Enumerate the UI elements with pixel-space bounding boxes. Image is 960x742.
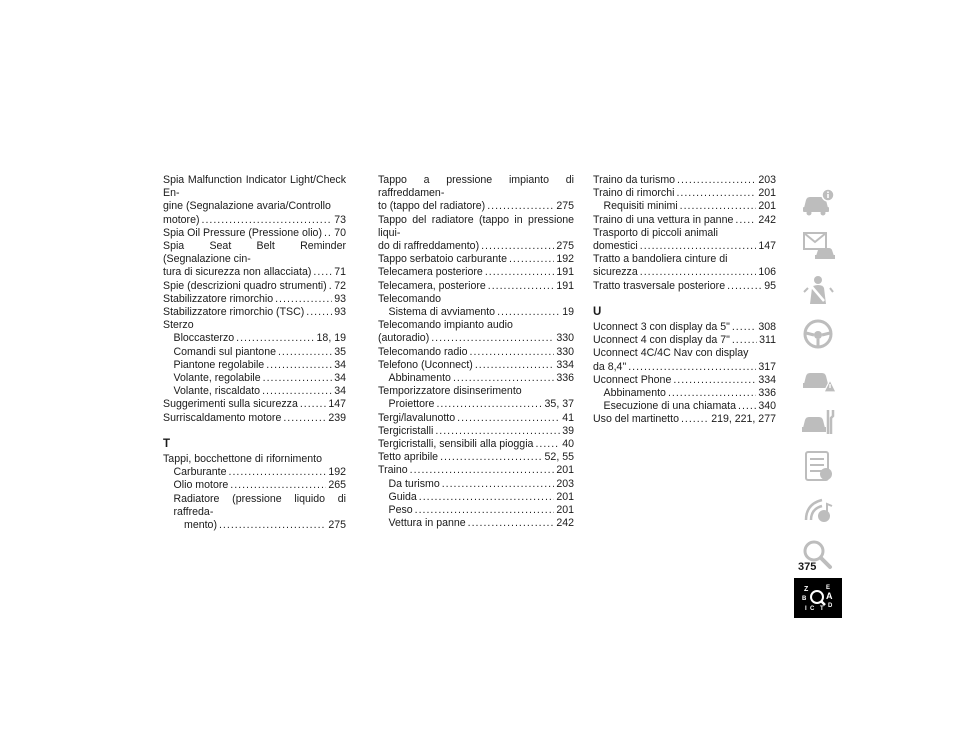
index-entry-page[interactable]: 34: [334, 385, 346, 398]
index-entry-page[interactable]: 201: [758, 200, 776, 213]
index-entry-page[interactable]: 191: [556, 266, 574, 279]
index-column-1: [163, 174, 346, 532]
index-entry-page[interactable]: 52, 55: [544, 451, 574, 464]
tab-checklist[interactable]: [794, 446, 842, 486]
index-entry-page[interactable]: 219, 221, 277: [711, 413, 776, 426]
dot-leader: [263, 372, 333, 385]
index-entry-page[interactable]: 18, 19: [316, 332, 346, 345]
index-entry-text: Uconnect 3 con display da 5": [593, 321, 730, 334]
dot-leader: [487, 200, 554, 213]
index-entry-page[interactable]: 317: [758, 360, 776, 373]
index-letter-t: T: [820, 606, 824, 612]
index-entry-text: Traino da turismo: [593, 174, 676, 186]
dot-leader: [410, 464, 555, 477]
index-entry: [163, 519, 346, 532]
index-entry-text: Uso del martinetto: [593, 413, 679, 426]
dot-leader: [677, 174, 756, 187]
index-entry-page[interactable]: 35: [334, 345, 346, 358]
dot-leader: [668, 387, 756, 400]
dot-leader: [262, 385, 332, 398]
dot-leader: [300, 398, 326, 411]
index-entry-text: Piantone regolabile: [173, 358, 265, 371]
dot-leader: [457, 412, 560, 425]
dot-leader: [475, 359, 555, 372]
index-entry-text: Tergicristalli: [378, 424, 434, 437]
index-entry-text: Tappo serbatoio carburante: [378, 253, 507, 266]
index-entry-page[interactable]: 93: [334, 306, 346, 319]
dot-leader: [415, 504, 555, 517]
car-tools-icon: [800, 406, 836, 438]
index-entry-line: Tappo del radiatore (tappo in pressione liqui-: [378, 213, 574, 239]
dot-leader: [727, 280, 762, 293]
index-entry-page[interactable]: 239: [328, 411, 346, 424]
index-entry: [378, 200, 574, 213]
index-entry: [163, 214, 346, 227]
index-letter-b: B: [802, 596, 807, 602]
index-entry-page[interactable]: 95: [764, 279, 776, 292]
dot-leader: [230, 479, 326, 492]
dot-leader: [313, 266, 332, 279]
dot-leader: [306, 306, 332, 319]
index-entry-page[interactable]: 34: [334, 372, 346, 385]
index-entry-page[interactable]: 192: [556, 253, 574, 266]
index-entry-text: Telefono (Uconnect): [378, 358, 473, 371]
index-entry: [593, 280, 776, 293]
tab-steering[interactable]: [794, 314, 842, 354]
dot-leader: [453, 372, 554, 385]
index-entry-text: do di raffreddamento): [378, 240, 480, 253]
mail-car-icon: [800, 230, 836, 262]
index-entry-page[interactable]: 275: [556, 240, 574, 253]
dot-leader: [329, 280, 333, 293]
index-entry: [378, 464, 574, 477]
dot-leader: [470, 346, 555, 359]
index-entry: [163, 398, 346, 411]
index-entry-text: Telecamera posteriore: [378, 266, 483, 279]
dot-leader: [681, 413, 709, 426]
index-entry-line: Trasporto di piccoli animali: [593, 226, 719, 239]
index-section-letter: U: [593, 305, 602, 318]
index-entry-text: Bloccasterzo: [173, 332, 235, 345]
index-entry: [378, 504, 574, 517]
dot-leader: [509, 253, 554, 266]
dot-leader: [419, 491, 555, 504]
index-entry-text: Proiettore: [388, 398, 435, 411]
index-entry-text: mento): [184, 519, 217, 532]
index-entry-line: Telecomando: [378, 292, 442, 305]
index-entry-text: Abbinamento: [603, 387, 666, 400]
index-entry-text: Stabilizzatore rimorchio: [163, 292, 274, 305]
index-entry-text: Guida: [388, 490, 417, 503]
index-entry: [163, 280, 346, 293]
index-entry-line: Telecomando impianto audio: [378, 319, 513, 332]
index-entry-page[interactable]: 39: [562, 424, 574, 437]
dot-leader: [435, 425, 560, 438]
index-entry: [593, 240, 776, 253]
index-entry-page[interactable]: 71: [334, 266, 346, 279]
index-entry-text: Abbinamento: [388, 372, 451, 385]
index-entry-line: gine (Segnalazione avaria/Controllo: [163, 200, 331, 213]
index-entry: [593, 321, 776, 334]
dot-leader: [680, 200, 757, 213]
index-entry: [163, 372, 346, 385]
index-entry-page[interactable]: 201: [556, 490, 574, 503]
tab-car-warning[interactable]: [794, 358, 842, 398]
index-entry: [378, 266, 574, 279]
tab-car-info[interactable]: [794, 182, 842, 222]
index-column-2: [378, 174, 574, 530]
index-entry-text: Traino di rimorchi: [593, 187, 675, 200]
dot-leader: [676, 187, 756, 200]
index-entry-text: sicurezza: [593, 266, 638, 279]
index-entry-page[interactable]: 334: [556, 358, 574, 371]
dot-leader: [468, 517, 555, 530]
index-entry: [378, 306, 574, 319]
index-entry-page[interactable]: 147: [328, 398, 346, 411]
tab-multimedia[interactable]: [794, 490, 842, 530]
index-entry-page[interactable]: 40: [562, 438, 574, 451]
index-entry: [378, 280, 574, 293]
index-entry: [378, 412, 574, 425]
dot-leader: [275, 293, 332, 306]
steering-wheel-icon: [800, 318, 836, 350]
index-entry-text: Carburante: [173, 466, 227, 479]
index-entry: [593, 200, 776, 213]
index-entry-text: Uconnect 4 con display da 7": [593, 334, 730, 347]
index-section-letter: T: [163, 437, 171, 450]
index-entry-page[interactable]: 93: [334, 292, 346, 305]
index-entry-page[interactable]: 336: [556, 372, 574, 385]
index-entry-page[interactable]: 106: [758, 266, 776, 279]
dot-leader: [497, 306, 560, 319]
index-entry-page[interactable]: 201: [758, 187, 776, 200]
index-entry-line: Uconnect 4C/4C Nav con display: [593, 347, 749, 360]
index-entry-text: Peso: [388, 504, 413, 517]
tab-index[interactable]: [794, 578, 842, 618]
dot-leader: [640, 266, 757, 279]
index-entry-line: Sterzo: [163, 319, 194, 332]
index-entry-line: Radiatore (pressione liquido di raffreda-: [173, 492, 346, 518]
index-entry: [378, 517, 574, 530]
index-entry: [378, 425, 574, 438]
dot-leader: [236, 332, 314, 345]
index-entry: [163, 412, 346, 425]
index-entry: [163, 479, 346, 492]
index-entry-text: Suggerimenti sulla sicurezza: [163, 398, 298, 411]
index-entry: [378, 491, 574, 504]
index-entry-page[interactable]: 70: [334, 226, 346, 239]
index-letter-i: I: [805, 606, 807, 612]
index-entry-page[interactable]: 340: [758, 400, 776, 413]
index-entry: [593, 400, 776, 413]
index-entry-text: Sistema di avviamento: [388, 306, 496, 319]
index-entry-page[interactable]: 147: [758, 240, 776, 253]
index-entry: [163, 466, 346, 479]
index-entry-text: Comandi sul piantone: [173, 345, 276, 358]
car-warning-icon: [800, 362, 836, 394]
index-entry-line: Spia Seat Belt Reminder (Segnalazione cin-: [163, 240, 346, 266]
index-entry-text: Da turismo: [388, 477, 440, 490]
index-entry-page[interactable]: 34: [334, 358, 346, 371]
index-entry-text: Traino: [378, 464, 408, 477]
index-entry-text: to (tappo del radiatore): [378, 200, 486, 213]
page-number: 375: [798, 561, 817, 573]
tab-seatbelt[interactable]: [794, 270, 842, 310]
index-entry-text: Spie (descrizioni quadro strumenti): [163, 279, 327, 292]
index-entry-page[interactable]: 242: [556, 517, 574, 530]
dot-leader: [436, 398, 542, 411]
dot-leader: [481, 240, 554, 253]
index-entry: [378, 253, 574, 266]
index-entry-text: Surriscaldamento motore: [163, 411, 282, 424]
index-entry-text: motore): [163, 213, 200, 226]
dot-leader: [732, 321, 756, 334]
index-entry: [378, 451, 574, 464]
index-entry-text: Telecomando radio: [378, 345, 468, 358]
index-entry-page[interactable]: 275: [328, 519, 346, 532]
index-entry-line: Tappi, bocchettone di rifornimento: [163, 453, 322, 466]
index-letter-c: C: [810, 606, 815, 612]
index-entry-text: Tratto trasversale posteriore: [593, 279, 726, 292]
index-entry-page[interactable]: 308: [758, 321, 776, 334]
dot-leader: [673, 374, 756, 387]
index-entry-text: Tetto apribile: [378, 451, 439, 464]
index-entry: [378, 398, 574, 411]
dot-leader: [202, 214, 333, 227]
dot-leader: [535, 438, 560, 451]
dot-leader: [442, 478, 555, 491]
index-entry-text: Volante, riscaldato: [173, 385, 261, 398]
index-letter-z: Z: [804, 586, 809, 593]
dot-leader: [431, 332, 554, 345]
dot-leader: [485, 266, 555, 279]
index-entry: [378, 372, 574, 385]
index-entry: [593, 361, 776, 374]
car-info-icon: [800, 186, 836, 218]
index-entry-text: da 8,4": [593, 360, 627, 373]
index-entry: [593, 174, 776, 187]
index-entry: [378, 346, 574, 359]
index-entry: [593, 214, 776, 227]
dot-leader: [640, 240, 757, 253]
index-entry: [163, 346, 346, 359]
index-entry-text: Tergi/lavalunotto: [378, 411, 456, 424]
index-entry-text: Telecamera, posteriore: [378, 279, 486, 292]
index-letter-e: E: [826, 585, 831, 591]
index-entry-page[interactable]: 201: [556, 504, 574, 517]
index-entry: [593, 374, 776, 387]
index-entry: [378, 359, 574, 372]
index-entry-page[interactable]: 201: [556, 464, 574, 477]
index-entry-page[interactable]: 41: [562, 411, 574, 424]
index-entry-text: Uconnect Phone: [593, 373, 672, 386]
dot-leader: [735, 214, 756, 227]
index-letter-a: A: [826, 591, 833, 601]
index-entry: [593, 266, 776, 279]
index-entry: [163, 227, 346, 240]
index-entry: [163, 293, 346, 306]
dot-leader: [266, 359, 332, 372]
index-az-icon: [800, 582, 836, 614]
index-entry-page[interactable]: 336: [758, 387, 776, 400]
index-entry-text: Volante, regolabile: [173, 372, 261, 385]
chapter-sidebar: [794, 182, 842, 622]
index-entry-page[interactable]: 242: [758, 213, 776, 226]
index-entry-page[interactable]: 275: [556, 200, 574, 213]
tab-mail-car[interactable]: [794, 226, 842, 266]
index-entry-line: Tappo a pressione impianto di raffreddamen-: [378, 174, 574, 200]
seatbelt-person-icon: [800, 274, 836, 306]
index-entry-text: (autoradio): [378, 332, 430, 345]
index-entry: [378, 240, 574, 253]
index-entry-line: Tratto a bandoliera cinture di: [593, 253, 728, 266]
music-satellite-icon: [800, 494, 836, 526]
index-entry-page[interactable]: 311: [759, 334, 776, 347]
index-entry-page[interactable]: 330: [556, 332, 574, 345]
index-entry-page[interactable]: 35, 37: [544, 398, 574, 411]
index-column-3: [593, 174, 776, 427]
dot-leader: [440, 451, 542, 464]
index-entry-line: Temporizzatore disinserimento: [378, 385, 522, 398]
index-entry: [593, 413, 776, 426]
dot-leader: [488, 280, 555, 293]
index-entry-text: Vettura in panne: [388, 517, 466, 530]
dot-leader: [628, 361, 756, 374]
index-entry-text: Spia Oil Pressure (Pressione olio): [163, 226, 322, 239]
index-entry-page[interactable]: 334: [758, 373, 776, 386]
index-entry: [163, 359, 346, 372]
dot-leader: [219, 519, 326, 532]
index-entry: [163, 266, 346, 279]
index-entry: [378, 332, 574, 345]
index-entry: [378, 438, 574, 451]
dot-leader: [283, 412, 326, 425]
dot-leader: [738, 400, 756, 413]
index-entry-text: Olio motore: [173, 479, 229, 492]
index-entry: [378, 478, 574, 491]
index-entry: [163, 306, 346, 319]
index-entry-text: domestici: [593, 240, 638, 253]
index-entry: [163, 332, 346, 345]
index-entry-text: Tergicristalli, sensibili alla pioggia: [378, 438, 534, 451]
dot-leader: [229, 466, 327, 479]
dot-leader: [324, 227, 332, 240]
index-entry: [593, 187, 776, 200]
index-entry-line: Spia Malfunction Indicator Light/Check En-: [163, 174, 346, 200]
dot-leader: [278, 346, 332, 359]
index-entry-page[interactable]: 203: [758, 174, 776, 186]
dot-leader: [732, 334, 757, 347]
index-entry-page[interactable]: 265: [328, 479, 346, 492]
index-entry-page[interactable]: 73: [334, 213, 346, 226]
index-entry: [593, 334, 776, 347]
index-entry-text: Traino di una vettura in panne: [593, 213, 734, 226]
index-entry: [163, 385, 346, 398]
index-entry-page[interactable]: 19: [562, 306, 574, 319]
index-entry-text: tura di sicurezza non allacciata): [163, 266, 312, 279]
checklist-icon: [800, 450, 836, 482]
index-entry-text: Stabilizzatore rimorchio (TSC): [163, 306, 305, 319]
index-letter-d: D: [828, 603, 833, 609]
index-entry-text: Requisiti minimi: [603, 200, 678, 213]
index-entry-text: Esecuzione di una chiamata: [603, 400, 737, 413]
index-entry-page[interactable]: 330: [556, 345, 574, 358]
index-entry-page[interactable]: 72: [334, 279, 346, 292]
tab-car-tools[interactable]: [794, 402, 842, 442]
index-entry: [593, 387, 776, 400]
index-entry-page[interactable]: 203: [556, 477, 574, 490]
index-entry-page[interactable]: 191: [556, 279, 574, 292]
index-entry-page[interactable]: 192: [328, 466, 346, 479]
